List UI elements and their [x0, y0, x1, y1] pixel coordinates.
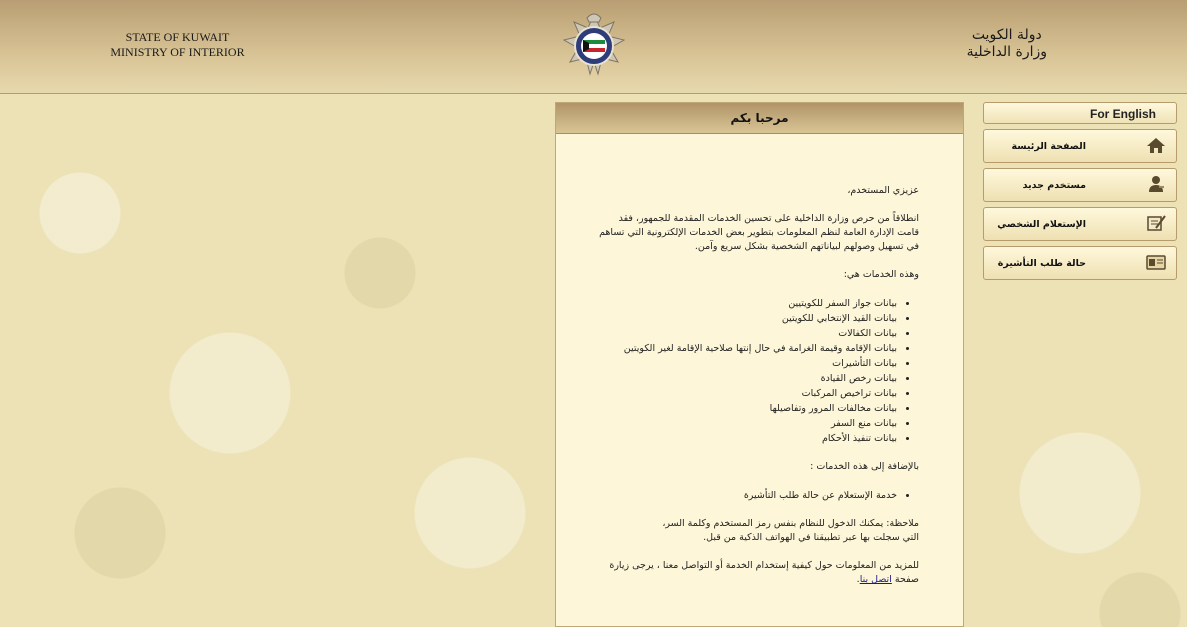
sidebar-item-personal-inquiry[interactable]: [983, 207, 1177, 241]
note: ملاحظة: يمكنك الدخول للنظام بنفس رمز المستخدم وكلمة السر، التي سجلت بها عبر تطبيقنا في الهواتف الذكية من قبل.: [662, 518, 919, 543]
list-item: • بيانات الإقامة وقيمة الغرامة في حال إنتها صلاحية الإقامة لغير الكويتين: [596, 341, 897, 356]
sidebar-item-new-user[interactable]: [983, 168, 1177, 202]
services-heading: وهذه الخدمات هي:: [843, 269, 919, 280]
sidebar-item-label: الصفحة الرئيسة: [1011, 141, 1086, 152]
for-english-button[interactable]: For English: [983, 102, 1177, 124]
greeting: عزيزي المستخدم،: [847, 185, 919, 196]
sidebar-item-label: حالة طلب التأشيرة: [997, 258, 1086, 269]
header-arabic-title: دولة الكويت وزارة الداخلية: [966, 27, 1047, 60]
sidebar-nav: [983, 102, 1177, 285]
panel-title: مرحبا بكم: [556, 103, 963, 134]
list-item: • بيانات القيد الإنتخابي للكويتين: [596, 311, 897, 326]
contact-us-link[interactable]: اتصل بنا: [859, 574, 892, 585]
welcome-panel: [555, 102, 964, 627]
services-list: [596, 296, 919, 446]
sidebar-item-label: مستخدم جديد: [1022, 180, 1086, 191]
ministry-emblem-icon: [558, 8, 630, 84]
site-header: [0, 0, 1187, 94]
list-item: • خدمة الإستعلام عن حالة طلب التأشيرة: [596, 488, 897, 503]
list-item: • بيانات منع السفر: [596, 416, 897, 431]
intro-paragraph: انطلاقاً من حرص وزارة الداخلية على تحسين الخدمات المقدمة للجمهور، فقد قامت الإدارة العامة لنظم المعلومات بتطوير بعض الخدمات الإلكترونية التي تساهم في تسهيل وصولهم لبياناتهم الشخصية بشكل سريع وآمن.: [599, 213, 919, 252]
sidebar-item-label: الإستعلام الشخصي: [997, 219, 1086, 230]
header-english-title: STATE OF KUWAIT MINISTRY OF INTERIOR: [110, 30, 245, 59]
list-item: • بيانات رخص القيادة: [596, 371, 897, 386]
sidebar-item-home[interactable]: [983, 129, 1177, 163]
list-item: • بيانات الكفالات: [596, 326, 897, 341]
list-item: • بيانات مخالفات المرور وتفاصيلها: [596, 401, 897, 416]
list-item: • بيانات جواز السفر للكويتيين: [596, 296, 897, 311]
welcome-content: [556, 134, 963, 587]
visa-icon: [1146, 253, 1166, 271]
more-info: للمزيد من المعلومات حول كيفية إستخدام الخدمة أو التواصل معنا ، يرجى زيارة صفحة اتصل بنا.: [609, 560, 919, 585]
additional-services-list: [596, 488, 919, 503]
document-icon: [1146, 214, 1166, 232]
additional-heading: بالإضافة إلى هذه الخدمات :: [810, 461, 919, 472]
sidebar-item-visa-status[interactable]: [983, 246, 1177, 280]
list-item: • بيانات التأشيرات: [596, 356, 897, 371]
user-icon: [1146, 175, 1166, 193]
list-item: • بيانات تنفيذ الأحكام: [596, 431, 897, 446]
list-item: • بيانات تراخيص المركبات: [596, 386, 897, 401]
home-icon: [1146, 136, 1166, 154]
